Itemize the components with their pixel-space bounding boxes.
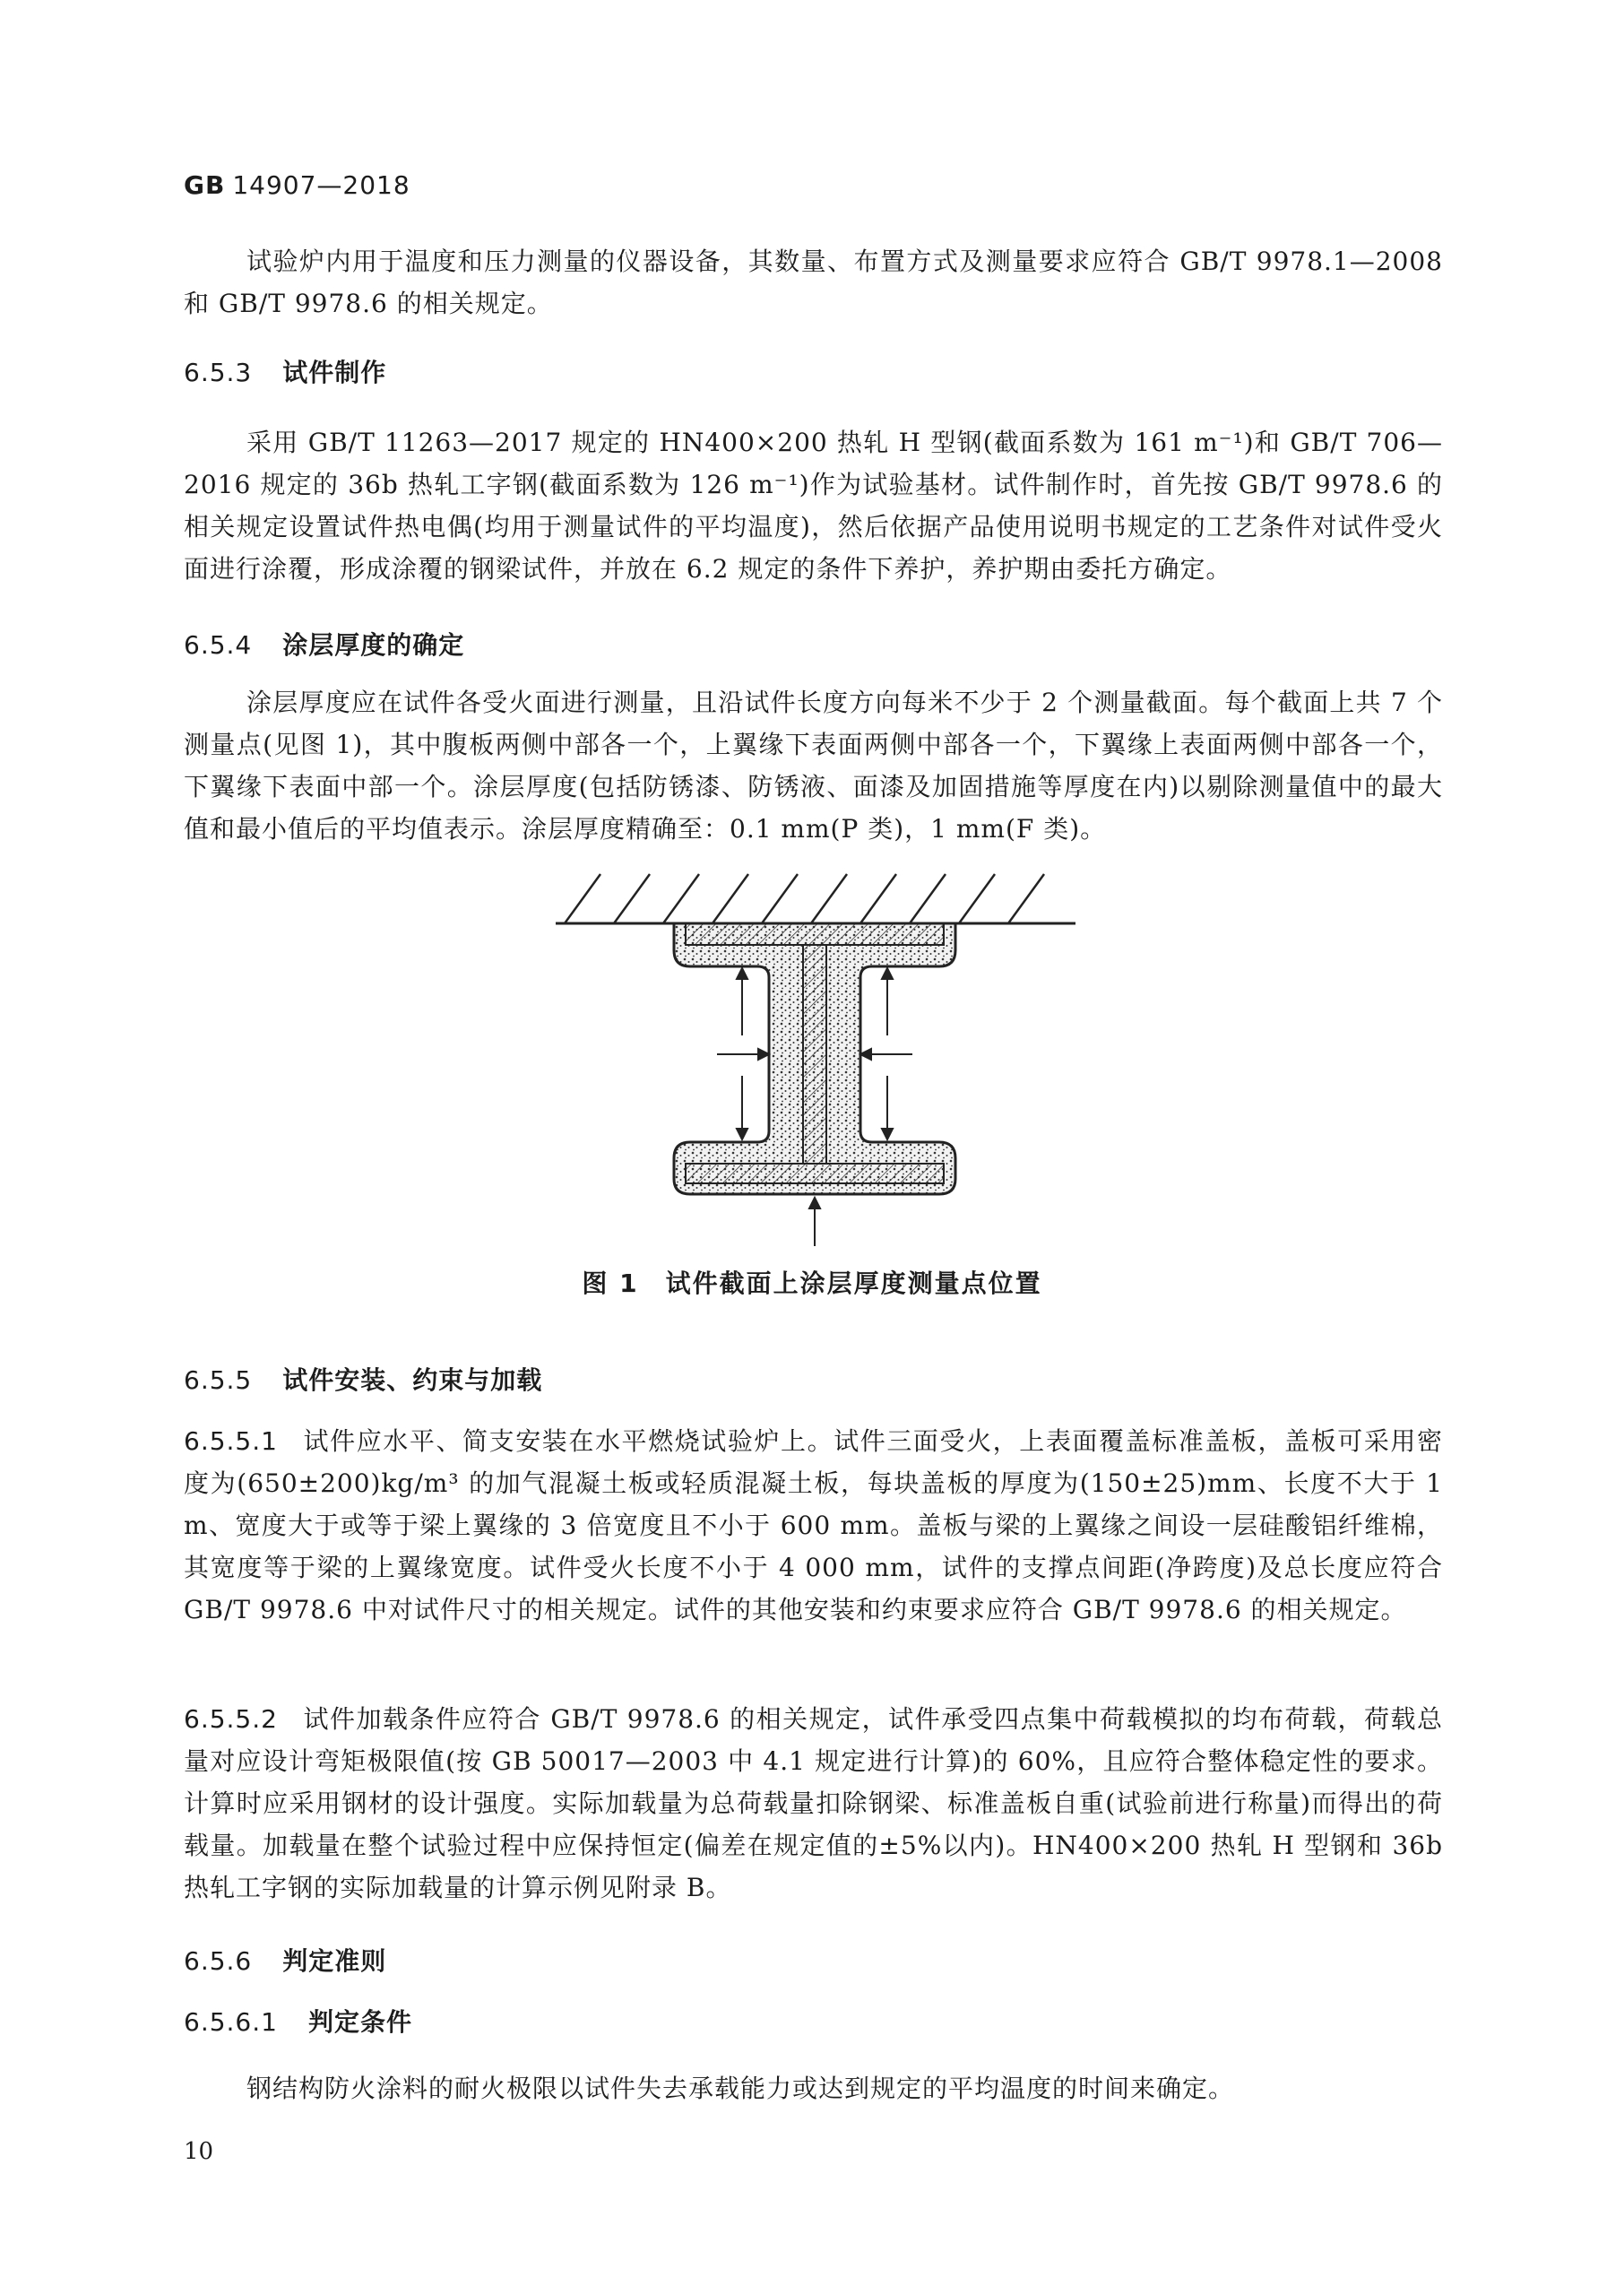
clause-6-5-5-1 xyxy=(184,1420,1443,1631)
section-title: 判定准则 xyxy=(282,1946,387,1976)
standard-header xyxy=(184,170,410,200)
intro-paragraph-block xyxy=(184,240,1443,325)
page-number: 10 xyxy=(184,2138,214,2165)
slab-hatch xyxy=(565,874,1044,923)
section-6-5-6-1-heading xyxy=(184,2005,1443,2040)
figure-1-beam-section xyxy=(538,861,1093,1246)
section-6-5-6-heading xyxy=(184,1944,1443,1979)
standard-prefix: GB xyxy=(184,170,226,200)
figure-1-caption xyxy=(0,1264,1624,1300)
section-6-5-4-body xyxy=(184,681,1443,850)
clause-number: 6.5.5.2 xyxy=(184,1704,278,1734)
section-6-5-3-paragraph: 采用 GB/T 11263—2017 规定的 HN400×200 热轧 H 型钢(截面系数为 161 m⁻¹)和 GB/T 706—2016 规定的 36b 热轧工字钢(截面系数为 126 m⁻¹)作为试验基材。试件制作时，首先按 GB/T 9978.6 的相关规定设置试件热电偶(均用于测量试件的平均温度)，然后依据产品使用说明书规定的工艺条件对试件受火面进行涂覆，形成涂覆的钢梁试件，并放在 6.2 规定的条件下养护，养护期由委托方确定。 xyxy=(184,428,1443,584)
section-6-5-4-heading xyxy=(184,628,1443,663)
section-number: 6.5.4 xyxy=(184,630,253,660)
section-title: 涂层厚度的确定 xyxy=(282,630,465,660)
section-title: 试件制作 xyxy=(282,358,387,387)
section-number: 6.5.5 xyxy=(184,1365,253,1395)
figure-title: 试件截面上涂层厚度测量点位置 xyxy=(665,1269,1042,1298)
section-6-5-6-1-body xyxy=(184,2067,1443,2109)
section-number: 6.5.6 xyxy=(184,1946,253,1976)
clause-text: 试件加载条件应符合 GB/T 9978.6 的相关规定，试件承受四点集中荷载模拟的均布荷载，荷载总量对应设计弯矩极限值(按 GB 50017—2003 中 4.1 规定进行计算)的 60%，且应符合整体稳定性的要求。计算时应采用钢材的设计强度。实际加载量为总荷载量扣除钢梁、标准盖板自重(试验前进行称量)而得出的荷载量。加载量在整个试验过程中应保持恒定(偏差在规定值的±5%以内)。HN400×200 热轧 H 型钢和 36b 热轧工字钢的实际加载量的计算示例见附录 B。 xyxy=(184,1704,1443,1902)
section-6-5-4-paragraph: 涂层厚度应在试件各受火面进行测量，且沿试件长度方向每米不少于 2 个测量截面。每个截面上共 7 个测量点(见图 1)，其中腹板两侧中部各一个，上翼缘下表面两侧中部各一个，下翼缘上表面两侧中部各一个，下翼缘下表面中部一个。涂层厚度(包括防锈漆、防锈液、面漆及加固措施等厚度在内)以剔除测量值中的最大值和最小值后的平均值表示。涂层厚度精确至：0.1 mm(P 类)，1 mm(F 类)。 xyxy=(184,688,1443,844)
section-title: 判定条件 xyxy=(307,2007,412,2037)
section-6-5-3-body xyxy=(184,421,1443,590)
figure-number: 图 1 xyxy=(582,1269,639,1298)
clause-text: 试件应水平、简支安装在水平燃烧试验炉上。试件三面受火，上表面覆盖标准盖板，盖板可采用密度为(650±200)kg/m³ 的加气混凝土板或轻质混凝土板，每块盖板的厚度为(150±25)mm、长度不大于 1 m、宽度大于或等于梁上翼缘的 3 倍宽度且不小于 600 mm。盖板与梁的上翼缘之间设一层硅酸铝纤维棉，其宽度等于梁的上翼缘宽度。试件受火长度不小于 4 000 mm，试件的支撑点间距(净跨度)及总长度应符合 GB/T 9978.6 中对试件尺寸的相关规定。试件的其他安装和约束要求应符合 GB/T 9978.6 的相关规定。 xyxy=(184,1426,1443,1624)
section-6-5-3-heading xyxy=(184,355,1443,391)
section-6-5-5-heading xyxy=(184,1363,1443,1399)
standard-number: 14907—2018 xyxy=(232,170,410,200)
section-title: 试件安装、约束与加载 xyxy=(282,1365,543,1395)
clause-6-5-5-2 xyxy=(184,1698,1443,1909)
section-number: 6.5.6.1 xyxy=(184,2007,278,2037)
section-6-5-6-1-paragraph: 钢结构防火涂料的耐火极限以试件失去承载能力或达到规定的平均温度的时间来确定。 xyxy=(246,2074,1235,2103)
intro-paragraph: 试验炉内用于温度和压力测量的仪器设备，其数量、布置方式及测量要求应符合 GB/T 9978.1—2008 和 GB/T 9978.6 的相关规定。 xyxy=(184,247,1443,318)
section-number: 6.5.3 xyxy=(184,358,253,387)
clause-number: 6.5.5.1 xyxy=(184,1426,278,1456)
